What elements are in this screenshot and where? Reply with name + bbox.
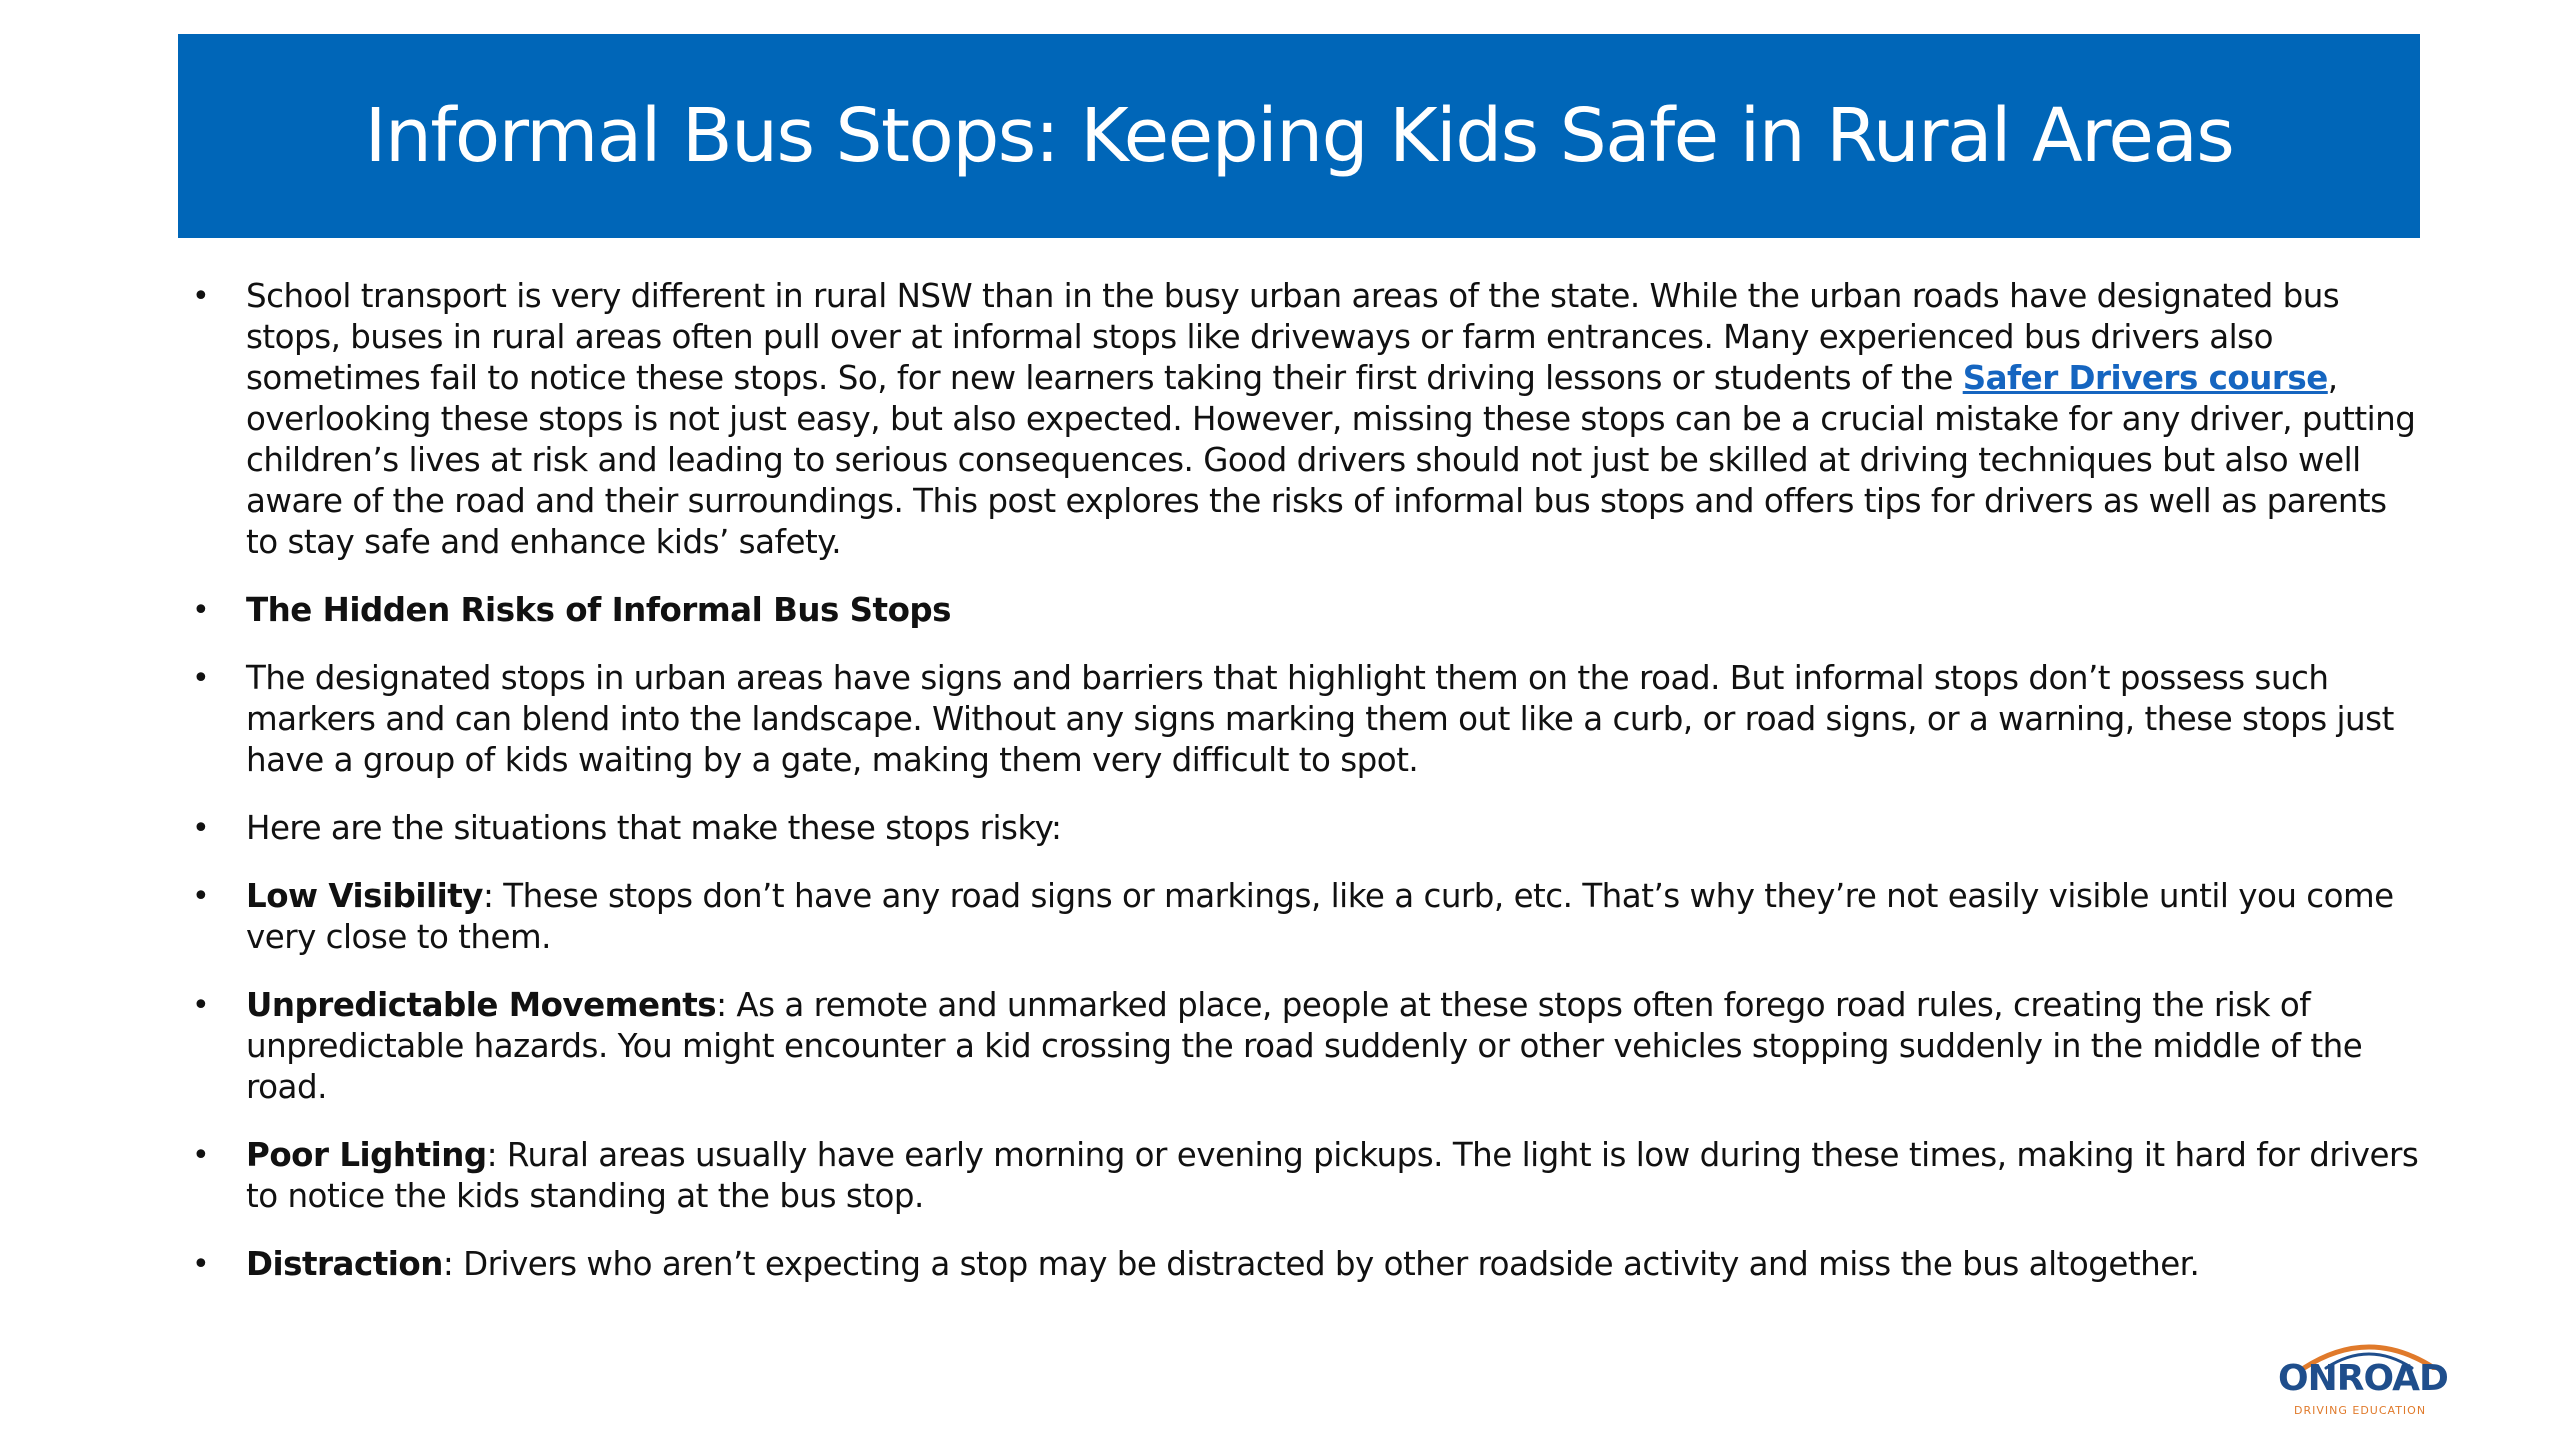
bullet-text: : Drivers who aren’t expecting a stop may be distracted by other roadside activity and miss the bus altogether. bbox=[442, 1245, 2200, 1283]
bullet-term: Low Visibility bbox=[246, 877, 483, 915]
bullet-low-visibility bbox=[192, 876, 2420, 958]
bullet-glyph: • bbox=[192, 988, 210, 1023]
safer-drivers-course-link[interactable]: Safer Drivers course bbox=[1962, 359, 2328, 397]
bullet-intro bbox=[192, 276, 2420, 563]
intro-text-before: School transport is very different in rural NSW than in the busy urban areas of the state. While the urban roads have designated bus stops, buses in rural areas often pull over at informal stops like driveways or farm entrances. Many experienced bus drivers also sometimes fail to notice these stops. So, for new learners taking their first driving lessons or students of the bbox=[246, 277, 2340, 397]
bullet-unpredictable-movements bbox=[192, 985, 2420, 1108]
bullet-list bbox=[192, 276, 2420, 1285]
onroad-logo bbox=[2270, 1340, 2460, 1420]
bullet-glyph: • bbox=[192, 1247, 210, 1282]
bullet-term: Distraction bbox=[246, 1245, 443, 1283]
logo-wordmark: ONROAD bbox=[2278, 1358, 2448, 1399]
bullet-glyph: • bbox=[192, 661, 210, 696]
title-banner bbox=[178, 34, 2420, 238]
bullet-glyph: • bbox=[192, 1138, 210, 1173]
bullet-text: : Rural areas usually have early morning or evening pickups. The light is low during these times, making it hard for drivers to notice the kids standing at the bus stop. bbox=[246, 1136, 2419, 1215]
bullet-situations-intro bbox=[192, 808, 2420, 849]
page-title: Informal Bus Stops: Keeping Kids Safe in Rural Areas bbox=[364, 93, 2234, 179]
section-heading: The Hidden Risks of Informal Bus Stops bbox=[246, 591, 952, 629]
bullet-heading bbox=[192, 590, 2420, 631]
content-body bbox=[192, 276, 2420, 1312]
bullet-text: The designated stops in urban areas have signs and barriers that highlight them on the road. But informal stops don’t possess such markers and can blend into the landscape. Without any signs marking them out like a curb, or road signs, or a warning, these stops just have a group of kids waiting by a gate, making them very difficult to spot. bbox=[246, 659, 2394, 779]
bullet-poor-lighting bbox=[192, 1135, 2420, 1217]
bullet-glyph: • bbox=[192, 811, 210, 846]
bullet-text: : These stops don’t have any road signs or markings, like a curb, etc. That’s why they’re not easily visible until you come very close to them. bbox=[246, 877, 2394, 956]
bullet-distraction bbox=[192, 1244, 2420, 1285]
logo-tagline: DRIVING EDUCATION bbox=[2294, 1404, 2427, 1417]
bullet-term: Unpredictable Movements bbox=[246, 986, 717, 1024]
bullet-designated-stops bbox=[192, 658, 2420, 781]
bullet-glyph: • bbox=[192, 279, 210, 314]
bullet-glyph: • bbox=[192, 593, 210, 628]
bullet-term: Poor Lighting bbox=[246, 1136, 487, 1174]
intro-text-after: , overlooking these stops is not just easy, but also expected. However, missing these stops can be a crucial mistake for any driver, putting children’s lives at risk and leading to serious consequences. Good drivers should not just be skilled at driving techniques but also well aware of the road and their surroundings. This post explores the risks of informal bus stops and offers tips for drivers as well as parents to stay safe and enhance kids’ safety. bbox=[246, 359, 2416, 561]
bullet-text: Here are the situations that make these stops risky: bbox=[246, 809, 1062, 847]
bullet-text: : As a remote and unmarked place, people at these stops often forego road rules, creating the risk of unpredictable hazards. You might encounter a kid crossing the road suddenly or other vehicles stopping suddenly in the middle of the road. bbox=[246, 986, 2363, 1106]
bullet-glyph: • bbox=[192, 879, 210, 914]
